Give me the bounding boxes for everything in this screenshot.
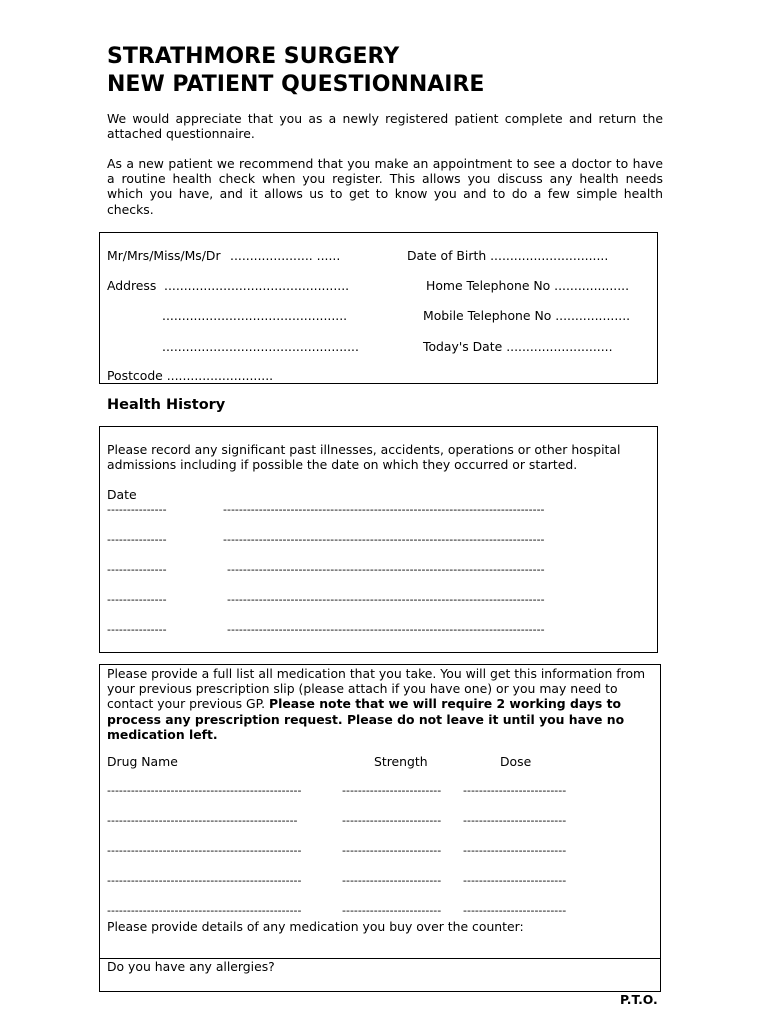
drug-name-field-1[interactable]: ------------------------------------------------- xyxy=(107,785,302,797)
health-history-instructions: Please record any significant past illnesses, accidents, operations or other hospital admissions including if possible the date on which they occurred or started. xyxy=(107,442,621,472)
patient-details-box xyxy=(99,232,658,384)
date-of-birth-field[interactable]: Date of Birth .............................. xyxy=(407,248,609,263)
address-label: Address xyxy=(107,278,157,293)
strength-field-5[interactable]: ------------------------- xyxy=(342,905,442,917)
dose-field-3[interactable]: -------------------------- xyxy=(463,845,567,857)
intro-paragraph-1: We would appreciate that you as a newly registered patient complete and return the attached questionnaire. xyxy=(107,111,663,142)
strength-field-4[interactable]: ------------------------- xyxy=(342,875,442,887)
mobile-telephone-field[interactable]: Mobile Telephone No ................... xyxy=(423,308,631,323)
drug-name-field-2[interactable]: ------------------------------------------------ xyxy=(107,815,298,827)
please-turn-over: P.T.O. xyxy=(620,992,658,1007)
medication-box xyxy=(99,664,661,992)
strength-field-3[interactable]: ------------------------- xyxy=(342,845,442,857)
medication-instructions-bold: Please note that we will require 2 working days to process any prescription request. Please do not leave it until you have no medication left. xyxy=(107,696,625,742)
address-line-2-field[interactable]: ............................................... xyxy=(162,308,348,323)
history-detail-field-1[interactable]: --------------------------------------------------------------------------------- xyxy=(223,504,545,516)
drug-name-field-3[interactable]: ------------------------------------------------- xyxy=(107,845,302,857)
postcode-field[interactable]: Postcode ........................... xyxy=(107,368,274,383)
address-line-3-field[interactable]: .................................................. xyxy=(162,339,359,354)
history-detail-field-2[interactable]: --------------------------------------------------------------------------------- xyxy=(223,534,545,546)
strength-column-label: Strength xyxy=(374,754,428,769)
dose-field-2[interactable]: -------------------------- xyxy=(463,815,567,827)
history-date-field-3[interactable]: --------------- xyxy=(107,564,167,576)
date-column-label: Date xyxy=(107,487,137,502)
history-detail-field-4[interactable]: -------------------------------------------------------------------------------- xyxy=(227,594,545,606)
name-title-label: Mr/Mrs/Miss/Ms/Dr xyxy=(107,248,221,263)
intro-paragraph-2: As a new patient we recommend that you make an appointment to see a doctor to have a routine health check when you register. This allows you discuss any health needs which you have, and it allows us to get to know you and to do a few simple health checks. xyxy=(107,156,663,217)
allergies-question: Do you have any allergies? xyxy=(107,959,275,974)
history-detail-field-3[interactable]: -------------------------------------------------------------------------------- xyxy=(227,564,545,576)
health-history-box xyxy=(99,426,658,653)
history-date-field-1[interactable]: --------------- xyxy=(107,504,167,516)
drug-name-column-label: Drug Name xyxy=(107,754,178,769)
name-field[interactable]: ..................... ...... xyxy=(230,248,341,263)
over-the-counter-label: Please provide details of any medication you buy over the counter: xyxy=(107,919,524,934)
dose-field-1[interactable]: -------------------------- xyxy=(463,785,567,797)
history-date-field-2[interactable]: --------------- xyxy=(107,534,167,546)
medication-instructions-plain: Please provide a full list all medication that you take. You will get this information from your previous prescription slip (please attach if you have one) or you may need to contact your previous GP. xyxy=(107,666,646,712)
health-history-heading: Health History xyxy=(107,397,226,413)
dose-column-label: Dose xyxy=(500,754,532,769)
medication-instructions xyxy=(107,666,655,742)
dose-field-4[interactable]: -------------------------- xyxy=(463,875,567,887)
page-title: STRATHMORE SURGERY xyxy=(107,44,400,69)
history-date-field-5[interactable]: --------------- xyxy=(107,624,167,636)
history-detail-field-5[interactable]: -------------------------------------------------------------------------------- xyxy=(227,624,545,636)
strength-field-1[interactable]: ------------------------- xyxy=(342,785,442,797)
drug-name-field-4[interactable]: ------------------------------------------------- xyxy=(107,875,302,887)
address-line-1-field[interactable]: ............................................... xyxy=(164,278,350,293)
drug-name-field-5[interactable]: ------------------------------------------------- xyxy=(107,905,302,917)
todays-date-field[interactable]: Today's Date ........................... xyxy=(423,339,613,354)
strength-field-2[interactable]: ------------------------- xyxy=(342,815,442,827)
page-subtitle: NEW PATIENT QUESTIONNAIRE xyxy=(107,72,485,97)
home-telephone-field[interactable]: Home Telephone No ................... xyxy=(426,278,630,293)
dose-field-5[interactable]: -------------------------- xyxy=(463,905,567,917)
history-date-field-4[interactable]: --------------- xyxy=(107,594,167,606)
